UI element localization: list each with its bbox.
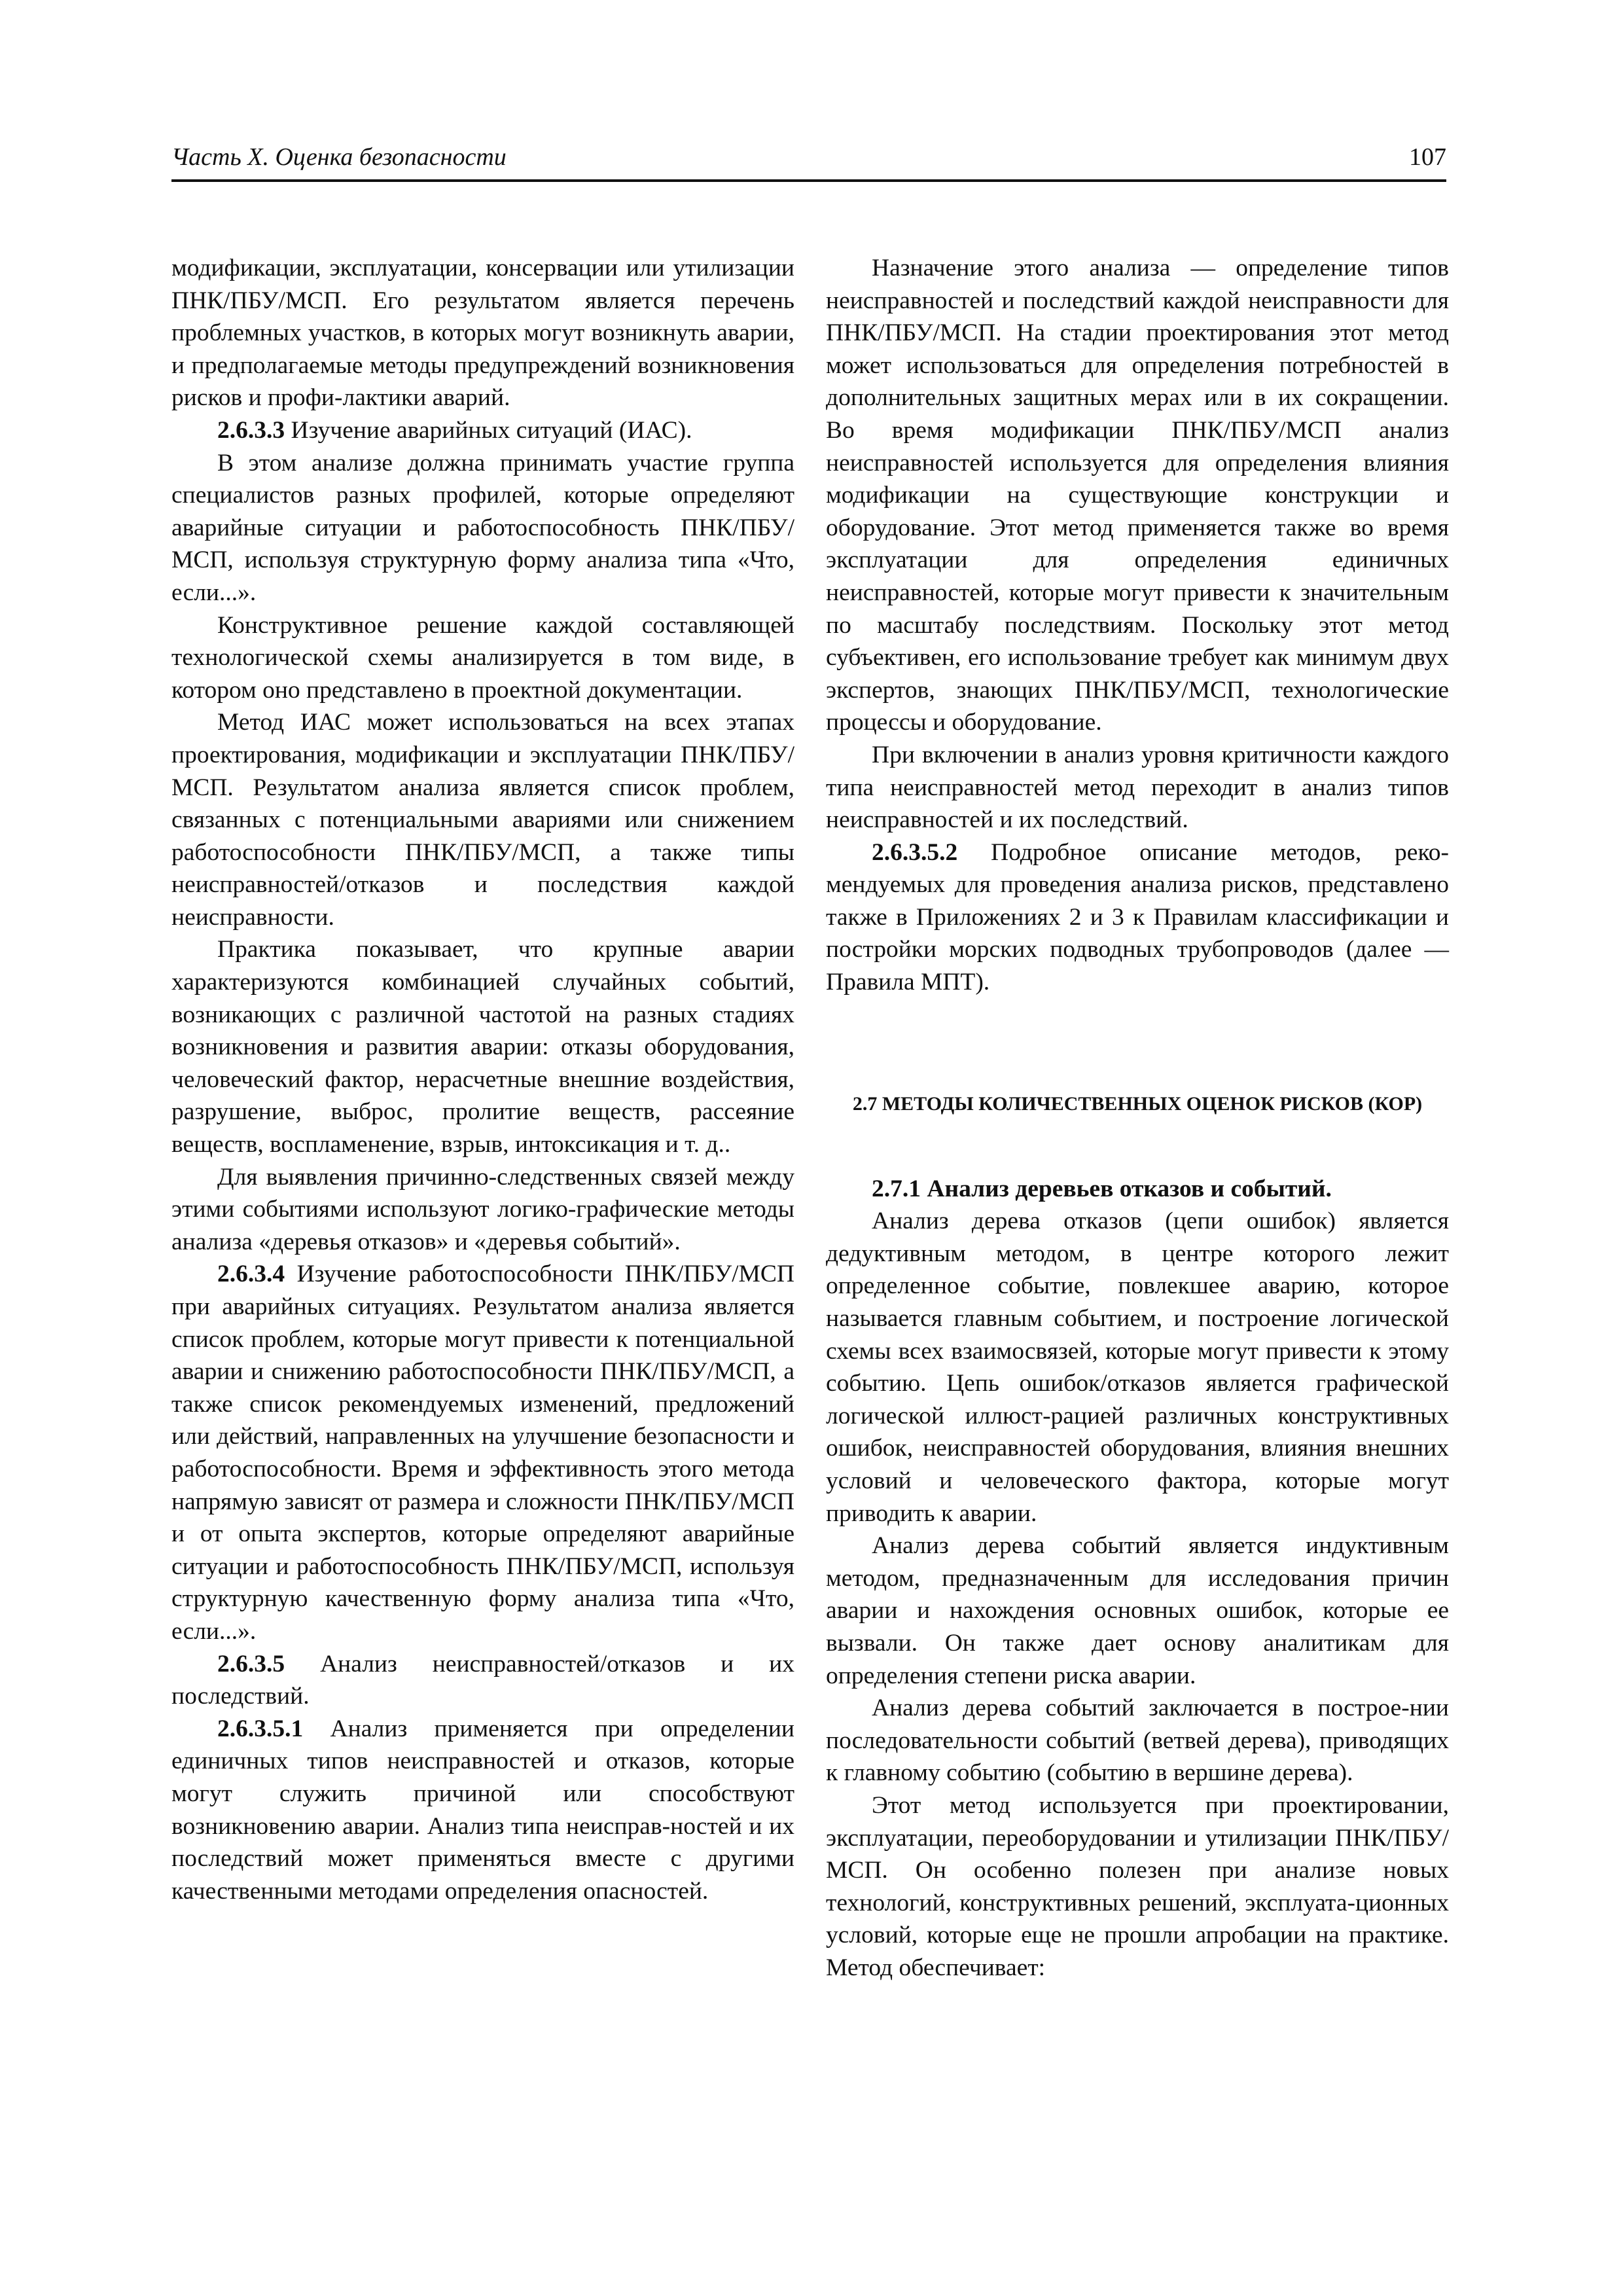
- paragraph: Конструктивное решение каждой составляющей технологической схемы анализируется в том виде, в котором оно представлено в проектной документации.: [171, 611, 794, 704]
- paragraph: Этот метод используется при проектировании, эксплуатации, переоборудовании и утилизации ПНК/ПБУ/МСП. Он особенно полезен при анализе новых технологий, конструктивных решений, эксплуата-ционных условий, которые еще не прошли апробации на практике. Метод обеспечивает:: [826, 1791, 1449, 1981]
- paragraph: Метод ИАС может использоваться на всех этапах проектирования, модификации и эксплуатации ПНК/ПБУ/МСП. Результатом анализа является список проблем, связанных с потенциальными авариями или снижением работоспособности ПНК/ПБУ/МСП, а также типы неисправностей/отказов и последствия каждой неисправности.: [171, 709, 794, 931]
- section-heading: 2.7 МЕТОДЫ КОЛИЧЕСТВЕННЫХ ОЦЕНОК РИСКОВ (КОР): [852, 1092, 1423, 1115]
- clause-number: 2.6.3.5: [217, 1650, 285, 1677]
- paragraph: Анализ дерева событий является индуктивным методом, предназначенным для исследования причин аварии и нахождения основных ошибок, которые ее вызвали. Он также дает основу аналитикам для определения степени риска аварии.: [826, 1532, 1449, 1689]
- spacer: [826, 1117, 1449, 1173]
- paragraph: Для выявления причинно-следственных связей между этими событиями используют логико-графические методы анализа «деревья отказов» и «деревья событий».: [171, 1163, 794, 1255]
- subsection-heading: 2.7.1 Анализ деревьев отказов и событий.: [872, 1175, 1332, 1202]
- paragraph: Анализ дерева отказов (цепи ошибок) является дедуктивным методом, в центре которого лежит определенное событие, повлекшее аварию, которое называется главным событием, и построение логической схемы всех взаимосвязей, которые могут привести к этому событию. Цепь ошибок/отказов является графической логической иллюст-рацией различных конструктивных ошибок, неисправностей оборудования, влияния внешних условий и человеческого фактора, которые могут приводить к аварии.: [826, 1208, 1449, 1527]
- clause-number: 2.6.3.5.1: [217, 1715, 304, 1742]
- paragraph: [171, 1648, 794, 1713]
- clause-text: Изучение работоспособности ПНК/ПБУ/МСП при аварийных ситуациях. Результатом анализа является список проблем, которые могут привести к потенциальной аварии и снижению работоспособности ПНК/ПБУ/МСП, а также список рекомендуемых изменений, предложений или действий, направленных на улучшение безопасности и работоспособности. Время и эффективность этого метода напрямую зависят от размера и сложности ПНК/ПБУ/МСП и от опыта экспертов, которые определяют аварийные ситуации и работоспособность ПНК/ПБУ/МСП, используя структурную качественную форму анализа типа «Что, если...».: [171, 1261, 794, 1645]
- paragraph: модификации, эксплуатации, консервации или утилизации ПНК/ПБУ/МСП. Его результатом является перечень проблемных участков, в которых могут возникнуть аварии, и предполагаемые методы предупреждений возникновения рисков и профи-лактики аварий.: [171, 255, 794, 412]
- running-header: [171, 139, 1446, 182]
- header-title: Часть X. Оценка безопасности: [171, 143, 507, 171]
- paragraph: [171, 414, 794, 447]
- clause-number: 2.6.3.3: [217, 416, 285, 444]
- clause-text: Анализ применяется при определении единичных типов неисправностей и отказов, которые могут служить причиной или способствуют возникновению аварии. Анализ типа неисправ-ностей и их последствий может применяться вместе с другими качественными методами определения опасностей.: [171, 1715, 794, 1905]
- paragraph: Назначение этого анализа — определение типов неисправностей и последствий каждой неисправности для ПНК/ПБУ/МСП. На стадии проектирования этот метод может использоваться для определения потребностей в дополнительных защитных мерах или в их сокращении. Во время модификации ПНК/ПБУ/МСП анализ неисправностей используется для определения влияния модификации на существующие конструкции и оборудование. Этот метод применяется также во время эксплуатации для определения единичных неисправностей, которые могут привести к значительным по масштабу последствиям. Поскольку этот метод субъективен, его использование требует как минимум двух экспертов, знающих ПНК/ПБУ/МСП, технологические процессы и оборудование.: [826, 255, 1449, 736]
- paragraph: [171, 1258, 794, 1647]
- paragraph: Анализ дерева событий заключается в построе-нии последовательности событий (ветвей дерева), приводящих к главному событию (событию в вершине дерева).: [826, 1695, 1449, 1787]
- spacer: [826, 999, 1449, 1092]
- clause-text: Изучение аварийных ситуаций (ИАС).: [285, 416, 692, 444]
- paragraph: [171, 1713, 794, 1908]
- clause-number: 2.6.3.4: [217, 1261, 285, 1288]
- clause-text: Подробное описание методов, реко-мендуемых для проведения анализа рисков, представлено также в Приложениях 2 и 3 к Правилам классификации и постройки морских подводных трубопроводов (далее — Правила МПТ).: [826, 838, 1449, 996]
- paragraph: При включении в анализ уровня критичности каждого типа неисправностей метод переходит в анализ типов неисправностей и их последствий.: [826, 741, 1449, 834]
- page-number: 107: [1409, 143, 1446, 171]
- paragraph: [826, 836, 1449, 999]
- paragraph: В этом анализе должна принимать участие группа специалистов разных профилей, которые определяют аварийные ситуации и работоспособность ПНК/ПБУ/МСП, используя структурную форму анализа типа «Что, если...».: [171, 449, 794, 606]
- clause-text: Анализ неисправностей/отказов и их последствий.: [171, 1650, 794, 1710]
- clause-number: 2.6.3.5.2: [872, 838, 958, 866]
- left-column: [171, 252, 794, 1907]
- paragraph: Практика показывает, что крупные аварии характеризуются комбинацией случайных событий, возникающих с различной частотой на разных стадиях возникновения и развития аварии: отказы оборудования, человеческий фактор, нерасчетные внешние воздействия, разрушение, выброс, пролитие веществ, рассеяние веществ, воспламенение, взрыв, интоксикация и т. д..: [171, 936, 794, 1158]
- right-column: [826, 252, 1449, 1984]
